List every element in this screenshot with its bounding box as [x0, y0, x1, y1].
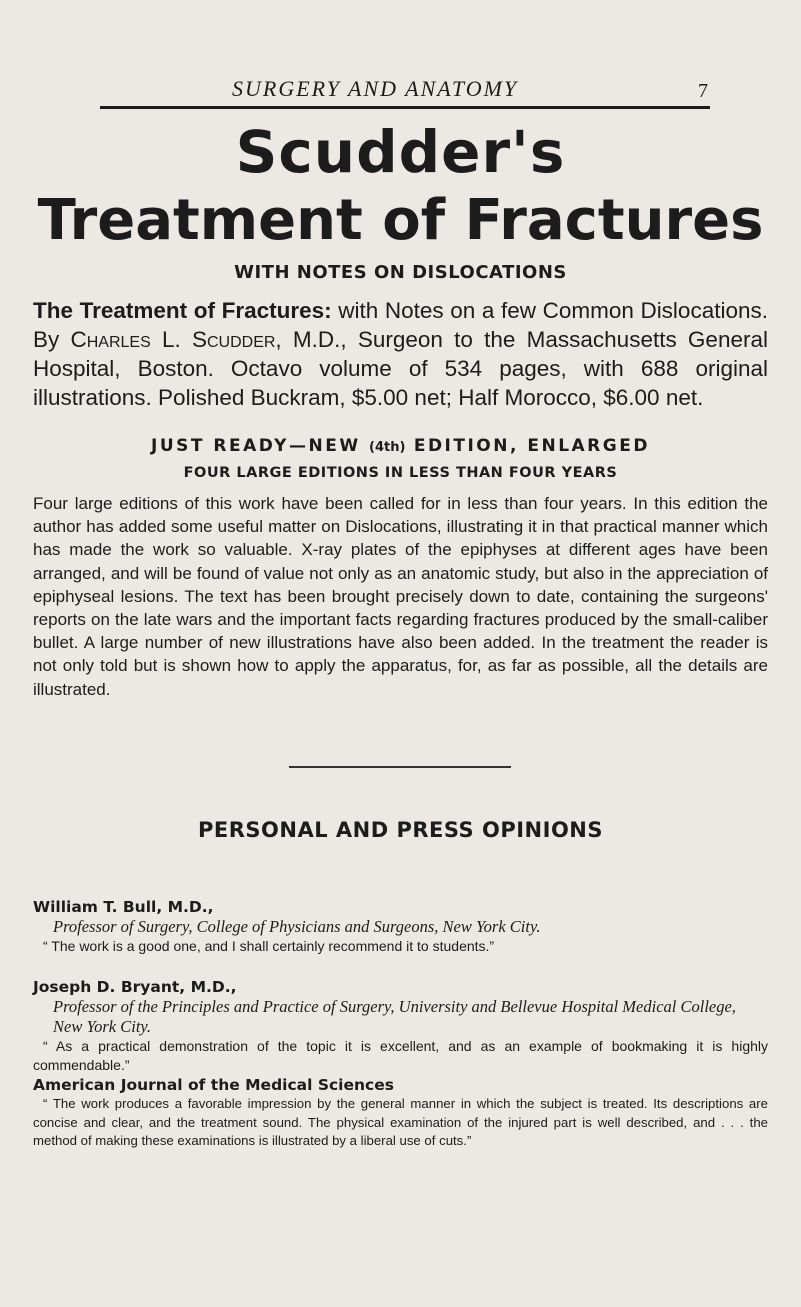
editions-count-line: FOUR LARGE EDITIONS IN LESS THAN FOUR YEARS — [183, 465, 618, 481]
opinion-item — [33, 1075, 768, 1151]
opinion-title: Professor of Surgery, College of Physicians and Surgeons, New York City. — [53, 917, 541, 936]
author-name: Charles L. Scudder — [70, 327, 276, 352]
edition-line-b: EDITION, ENLARGED — [405, 436, 650, 456]
edition-number: (4th) — [369, 440, 406, 455]
opinion-quote: “ The work is a good one, and I shall certainly recommend it to students.” — [43, 938, 495, 954]
opinion-quote: “ The work produces a favorable impression by the general manner in which the subject is treated. Its descriptions are concise and clear, and the treatment sound. The physical examination of the injured part is well described, and . . . the method of making these examinations is illustrated by a liberal use of cuts.” — [33, 1096, 768, 1149]
opinion-item — [33, 977, 768, 1075]
intro-lead: The Treatment of Fractures: — [33, 298, 332, 323]
intro-text-2: , M.D., Surgeon to the Massachusetts General Hospital, Boston. Octavo volume of 534 pages, with 688 original illustrations. Polished Buckram, $5.00 net; Half Morocco, $6.00 net. — [33, 327, 768, 410]
running-head — [100, 76, 710, 104]
book-description: Four large editions of this work have been called for in less than four years. In this edition the author has added some useful matter on Dislocations, illustrating it in that practical manner which has made the work so valuable. X-ray plates of the epiphyses at different ages have been arranged, and will be found of value not only as an anatomic study, but also in the appreciation of epiphyseal lesions. The text has been brought precisely down to date, containing the surgeons' reports on the late wars and the important facts regarding fractures produced by the small-caliber bullet. A large number of new illustrations have also been added. In the treatment the reader is not only told but is shown how to apply the apparatus, for, as far as possible, all the details are illustrated. — [33, 494, 768, 699]
opinion-name: Joseph D. Bryant, M.D., — [33, 978, 237, 996]
running-head-title: SURGERY AND ANATOMY — [232, 76, 519, 101]
page-number: 7 — [698, 80, 710, 102]
opinion-quote: “ As a practical demonstration of the topic it is excellent, and as an example of bookmaking it is highly commendable.” — [33, 1038, 768, 1073]
book-intro-paragraph — [33, 296, 768, 412]
section-divider — [289, 766, 511, 768]
opinion-name: American Journal of the Medical Sciences — [33, 1076, 394, 1094]
intro-text-1: with Notes on a few Common Dislocations. By — [33, 298, 768, 352]
opinion-title: Professor of the Principles and Practice of Surgery, University and Bellevue Hospital Medical College, New York City. — [53, 997, 736, 1036]
book-title: Treatment of Fractures — [37, 188, 764, 253]
opinion-item — [33, 897, 768, 956]
opinion-name: William T. Bull, M.D., — [33, 898, 214, 916]
opinions-heading: PERSONAL AND PRESS OPINIONS — [198, 818, 603, 842]
edition-line-a: JUST READY—NEW — [151, 436, 369, 456]
book-subtitle: WITH NOTES ON DISLOCATIONS — [234, 262, 567, 283]
book-title-author: Scudder's — [235, 118, 566, 186]
header-rule — [100, 106, 710, 109]
edition-line — [0, 436, 801, 456]
